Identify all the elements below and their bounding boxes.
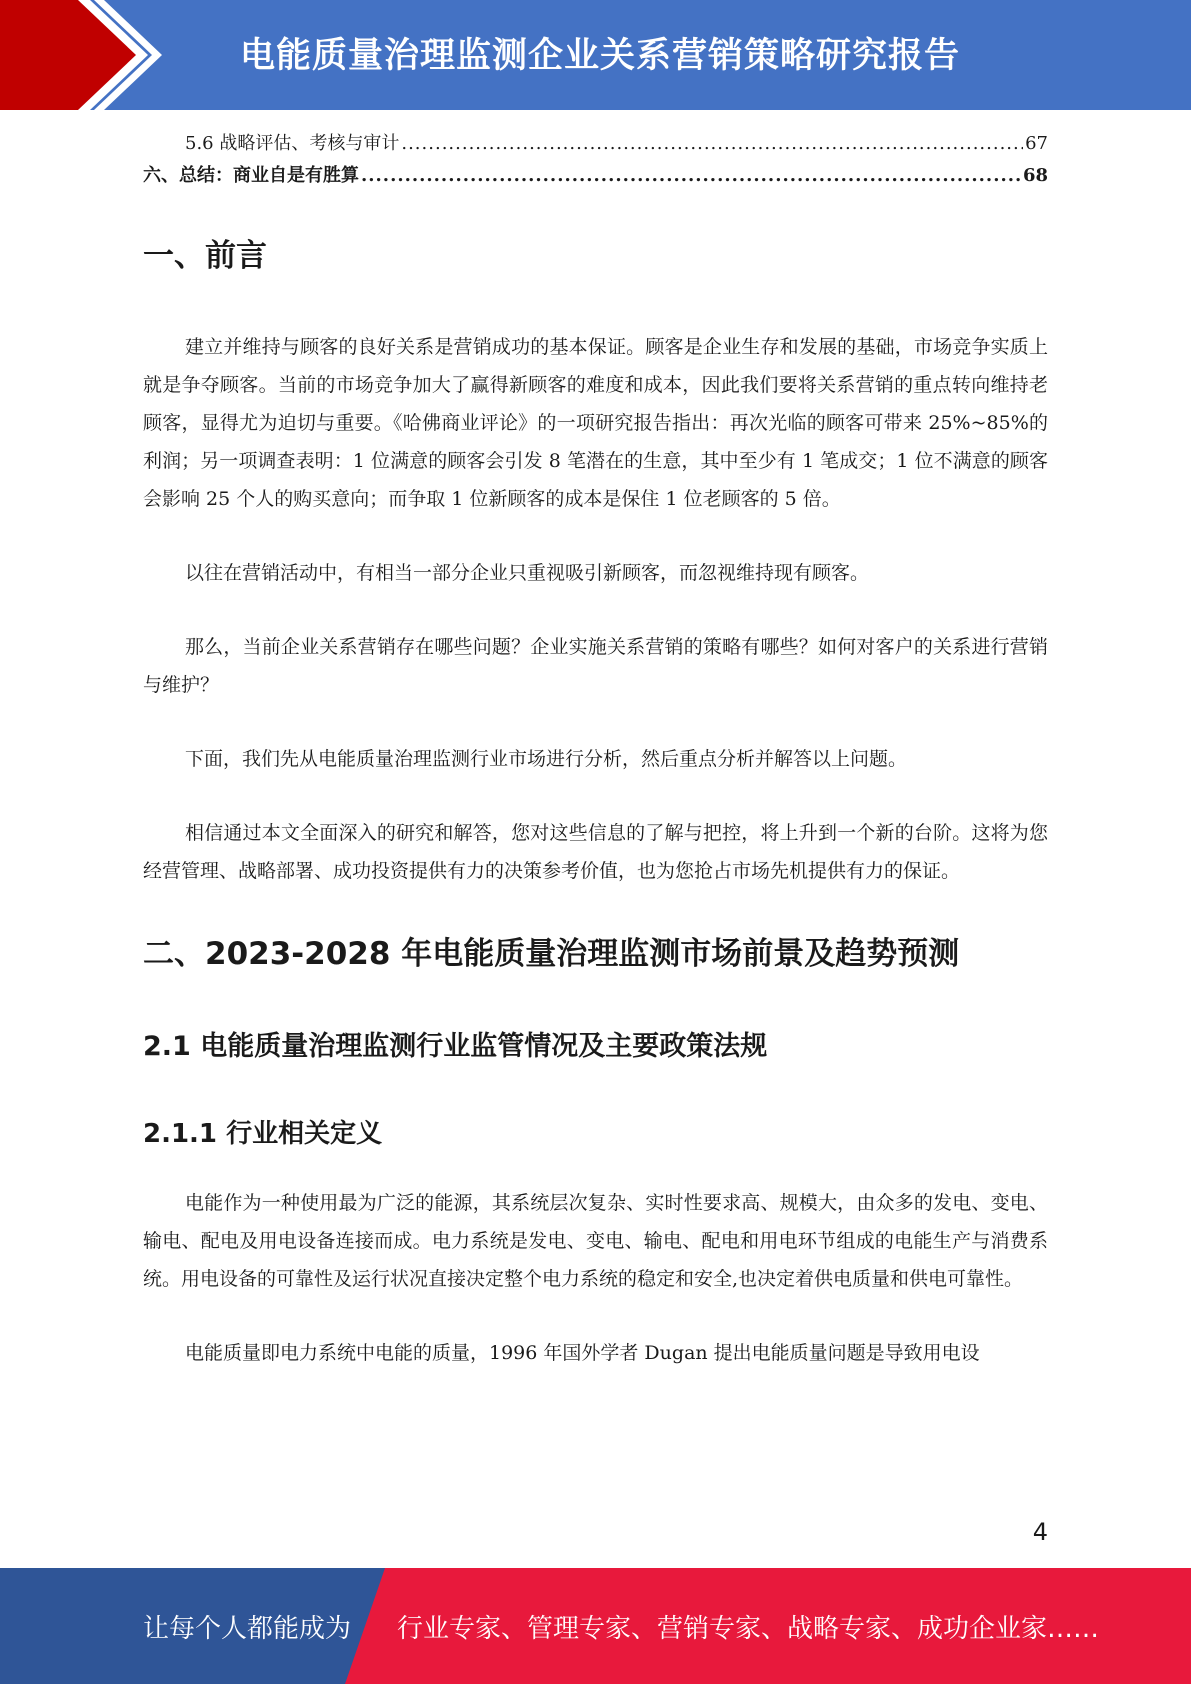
paragraph: 以往在营销活动中，有相当一部分企业只重视吸引新顾客，而忽视维持现有顾客。 [185,562,870,584]
paragraph: 建立并维持与顾客的良好关系是营销成功的基本保证。顾客是企业生存和发展的基础，市场竞争实质上就是争夺顾客。当前的市场竞争加大了赢得新顾客的难度和成本，因此我们要将关系营销的重点转向维持老顾客，显得尤为迫切与重要。《哈佛商业评论》的一项研究报告指出：再次光临的顾客可带来 25%~85%的利润；另一项调查表明：1 位满意的顾客会引发 8 笔潜在的生意，其中至少有 1 笔成交；1 位不满意的顾客会影响 25 个人的购买意向；而争取 1 位新顾客的成本是保住 1 位老顾客的 5 倍。 [143,336,1048,510]
footer-slogan-right: 行业专家、管理专家、营销专家、战略专家、成功企业家…… [397,1614,1100,1644]
toc-entry-label: 六、总结：商业自是有胜算 [143,165,359,186]
toc-entry-label: 5.6 战略评估、考核与审计 [185,133,400,154]
page-header [0,0,1191,110]
toc-entry-page: 68 [1022,165,1048,186]
toc-leader-dots [401,128,1023,160]
paragraph: 电能作为一种使用最为广泛的能源，其系统层次复杂、实时性要求高、规模大，由众多的发电、变电、输电、配电及用电设备连接而成。电力系统是发电、变电、输电、配电和用电环节组成的电能生产与消费系统。用电设备的可靠性及运行状况直接决定整个电力系统的稳定和安全,也决定着供电质量和供电可靠性。 [143,1192,1048,1290]
paragraph: 相信通过本文全面深入的研究和解答，您对这些信息的了解与把控，将上升到一个新的台阶。这将为您经营管理、战略部署、成功投资提供有力的决策参考价值，也为您抢占市场先机提供有力的保证。 [143,822,1048,882]
toc-entry[interactable] [143,160,1048,192]
subsection-heading: 2.1 电能质量治理监测行业监管情况及主要政策法规 [143,1031,768,1062]
toc-entry[interactable] [143,128,1048,160]
page-number: 4 [1032,1518,1048,1546]
paragraph: 电能质量即电力系统中电能的质量，1996 年国外学者 Dugan 提出电能质量问题是导致用电设 [185,1342,980,1364]
paragraph: 那么，当前企业关系营销存在哪些问题？企业实施关系营销的策略有哪些？如何对客户的关系进行营销与维护？ [143,636,1048,696]
table-of-contents [143,128,1048,192]
toc-leader-dots [361,160,1021,192]
paragraph: 下面，我们先从电能质量治理监测行业市场进行分析，然后重点分析并解答以上问题。 [185,748,908,770]
toc-entry-page: 67 [1025,133,1048,154]
footer-slogan-left: 让每个人都能成为 [143,1614,352,1644]
section-heading: 一、前言 [143,238,267,274]
report-title: 电能质量治理监测企业关系营销策略研究报告 [240,36,961,76]
page-content [143,128,1048,1372]
subsubsection-heading: 2.1.1 行业相关定义 [143,1119,383,1149]
section-heading: 二、2023-2028 年电能质量治理监测市场前景及趋势预测 [143,936,960,972]
page-footer [0,1568,1191,1684]
